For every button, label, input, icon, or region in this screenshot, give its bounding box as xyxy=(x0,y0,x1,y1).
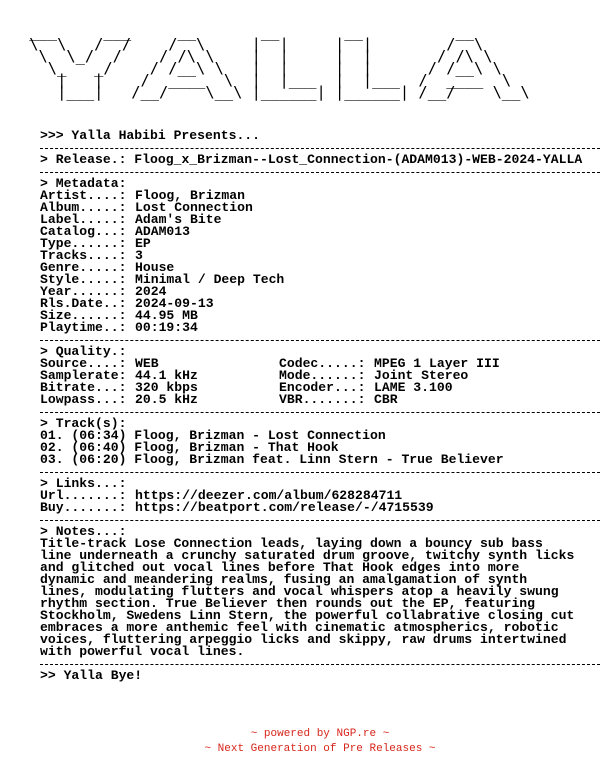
metadata-value: EP xyxy=(135,236,151,251)
metadata-list xyxy=(40,190,600,334)
metadata-key: Label.....: xyxy=(40,212,127,227)
quality-value: 320 kbps xyxy=(135,380,198,395)
separator xyxy=(40,334,600,346)
quality-row xyxy=(40,394,600,406)
release-line xyxy=(40,154,600,166)
notes-line: and glitched out vocal lines before That Hook edges into more xyxy=(40,560,520,575)
metadata-key: Catalog...: xyxy=(40,224,127,239)
metadata-value: Lost Connection xyxy=(135,200,253,215)
metadata-value: 2024 xyxy=(135,284,167,299)
separator xyxy=(40,658,600,670)
link-url[interactable]: https://beatport.com/release/-/4715539 xyxy=(135,500,434,515)
notes-line: rhythm section. True Believer then rounds out the EP, featuring xyxy=(40,596,536,611)
notes-text xyxy=(40,538,600,658)
notes-line: dynamic and meandering realms, fusing an amalgamation of synth xyxy=(40,572,528,587)
separator xyxy=(40,166,600,178)
link-url[interactable]: https://deezer.com/album/628284711 xyxy=(135,488,403,503)
metadata-value: 44.95 MB xyxy=(135,308,198,323)
metadata-key: Artist....: xyxy=(40,188,127,203)
notes-line: lines, modulating flutters and vocal whispers atop a heavily swung xyxy=(40,584,559,599)
track-list xyxy=(40,430,600,466)
notes-line: with powerful vocal lines. xyxy=(40,644,245,659)
link-key: Url.......: xyxy=(40,488,127,503)
quality-key: Codec.....: xyxy=(279,356,366,371)
separator xyxy=(40,406,600,418)
nfo-body xyxy=(40,130,600,682)
quality-value: 44.1 kHz xyxy=(135,368,198,383)
notes-line: line underneath a crunchy saturated drum groove, twitchy synth licks xyxy=(40,548,575,563)
metadata-key: Album.....: xyxy=(40,200,127,215)
metadata-value: 00:19:34 xyxy=(135,320,198,335)
quality-list xyxy=(40,358,600,406)
metadata-header: > Metadata: xyxy=(40,176,127,191)
track-item: 02. (06:40) Floog, Brizman - That Hook xyxy=(40,440,339,455)
metadata-key: Style.....: xyxy=(40,272,127,287)
quality-value: 20.5 kHz xyxy=(135,392,198,407)
yalla-ascii-logo: ___ ___ __ __ __ __ \ \ / / / \ | | | | / \ \ \_/ / / /\ \ | | | | / /\ \ \_ _/ / /__\ \ | | | | / /__\ \ | | / ____ \ | |___ | |___ / ____ \ |___| /__/ \__\ |______| |______| /__/ \__\ xyxy=(29,23,530,101)
metadata-value: Floog, Brizman xyxy=(135,188,246,203)
outro-line: >> Yalla Bye! xyxy=(40,668,143,683)
metadata-key: Rls.Date..: xyxy=(40,296,127,311)
track-item: 03. (06:20) Floog, Brizman feat. Linn Stern - True Believer xyxy=(40,452,504,467)
metadata-value: ADAM013 xyxy=(135,224,191,239)
metadata-value: Minimal / Deep Tech xyxy=(135,272,285,287)
link-row xyxy=(40,502,600,514)
notes-line: Title-track Lose Connection leads, laying down a bouncy sub bass xyxy=(40,536,543,551)
quality-value: Joint Stereo xyxy=(374,368,469,383)
quality-value: LAME 3.100 xyxy=(374,380,453,395)
quality-key: Bitrate...: xyxy=(40,380,127,395)
quality-key: Lowpass...: xyxy=(40,392,127,407)
separator xyxy=(40,514,600,526)
metadata-value: Adam's Bite xyxy=(135,212,222,227)
quality-value: MPEG 1 Layer III xyxy=(374,356,500,371)
separator xyxy=(40,466,600,478)
track-item: 01. (06:34) Floog, Brizman - Lost Connection xyxy=(40,428,386,443)
link-key: Buy.......: xyxy=(40,500,127,515)
quality-key: Source....: xyxy=(40,356,127,371)
quality-key: Encoder...: xyxy=(279,380,366,395)
metadata-row xyxy=(40,322,600,334)
separator xyxy=(40,142,600,154)
footer-tagline: ~ Next Generation of Pre Releases ~ xyxy=(204,743,436,755)
metadata-value: House xyxy=(135,260,175,275)
footer-powered-by: ~ powered by NGP.re ~ xyxy=(250,728,390,740)
metadata-key: Tracks....: xyxy=(40,248,127,263)
quality-key: Samplerate: xyxy=(40,368,127,383)
quality-value: CBR xyxy=(374,392,398,407)
quality-value: WEB xyxy=(135,356,159,371)
release-name: Floog_x_Brizman--Lost_Connection-(ADAM013)-WEB-2024-YALLA xyxy=(134,152,583,167)
metadata-value: 3 xyxy=(135,248,143,263)
quality-header: > Quality.: xyxy=(40,344,127,359)
notes-line: voices, fluttering arpeggio licks and skippy, raw drums intertwined xyxy=(40,632,567,647)
links-header: > Links...: xyxy=(40,476,127,491)
intro-line: >>> Yalla Habibi Presents... xyxy=(40,128,261,143)
metadata-value: 2024-09-13 xyxy=(135,296,214,311)
notes-line: embraces a more anthemic feel with cinematic atmospherics, robotic xyxy=(40,620,559,635)
tracks-header: > Track(s): xyxy=(40,416,127,431)
notes-line: Stockholm, Swedens Linn Stern, the powerful collabrative closing cut xyxy=(40,608,575,623)
metadata-key: Playtime..: xyxy=(40,320,127,335)
quality-key: VBR.......: xyxy=(279,392,366,407)
metadata-key: Year......: xyxy=(40,284,127,299)
quality-key: Mode......: xyxy=(279,368,366,383)
metadata-key: Size......: xyxy=(40,308,127,323)
metadata-key: Type......: xyxy=(40,236,127,251)
links-list xyxy=(40,490,600,514)
metadata-key: Genre.....: xyxy=(40,260,127,275)
release-label: > Release.: xyxy=(40,152,135,167)
notes-header: > Notes...: xyxy=(40,524,127,539)
